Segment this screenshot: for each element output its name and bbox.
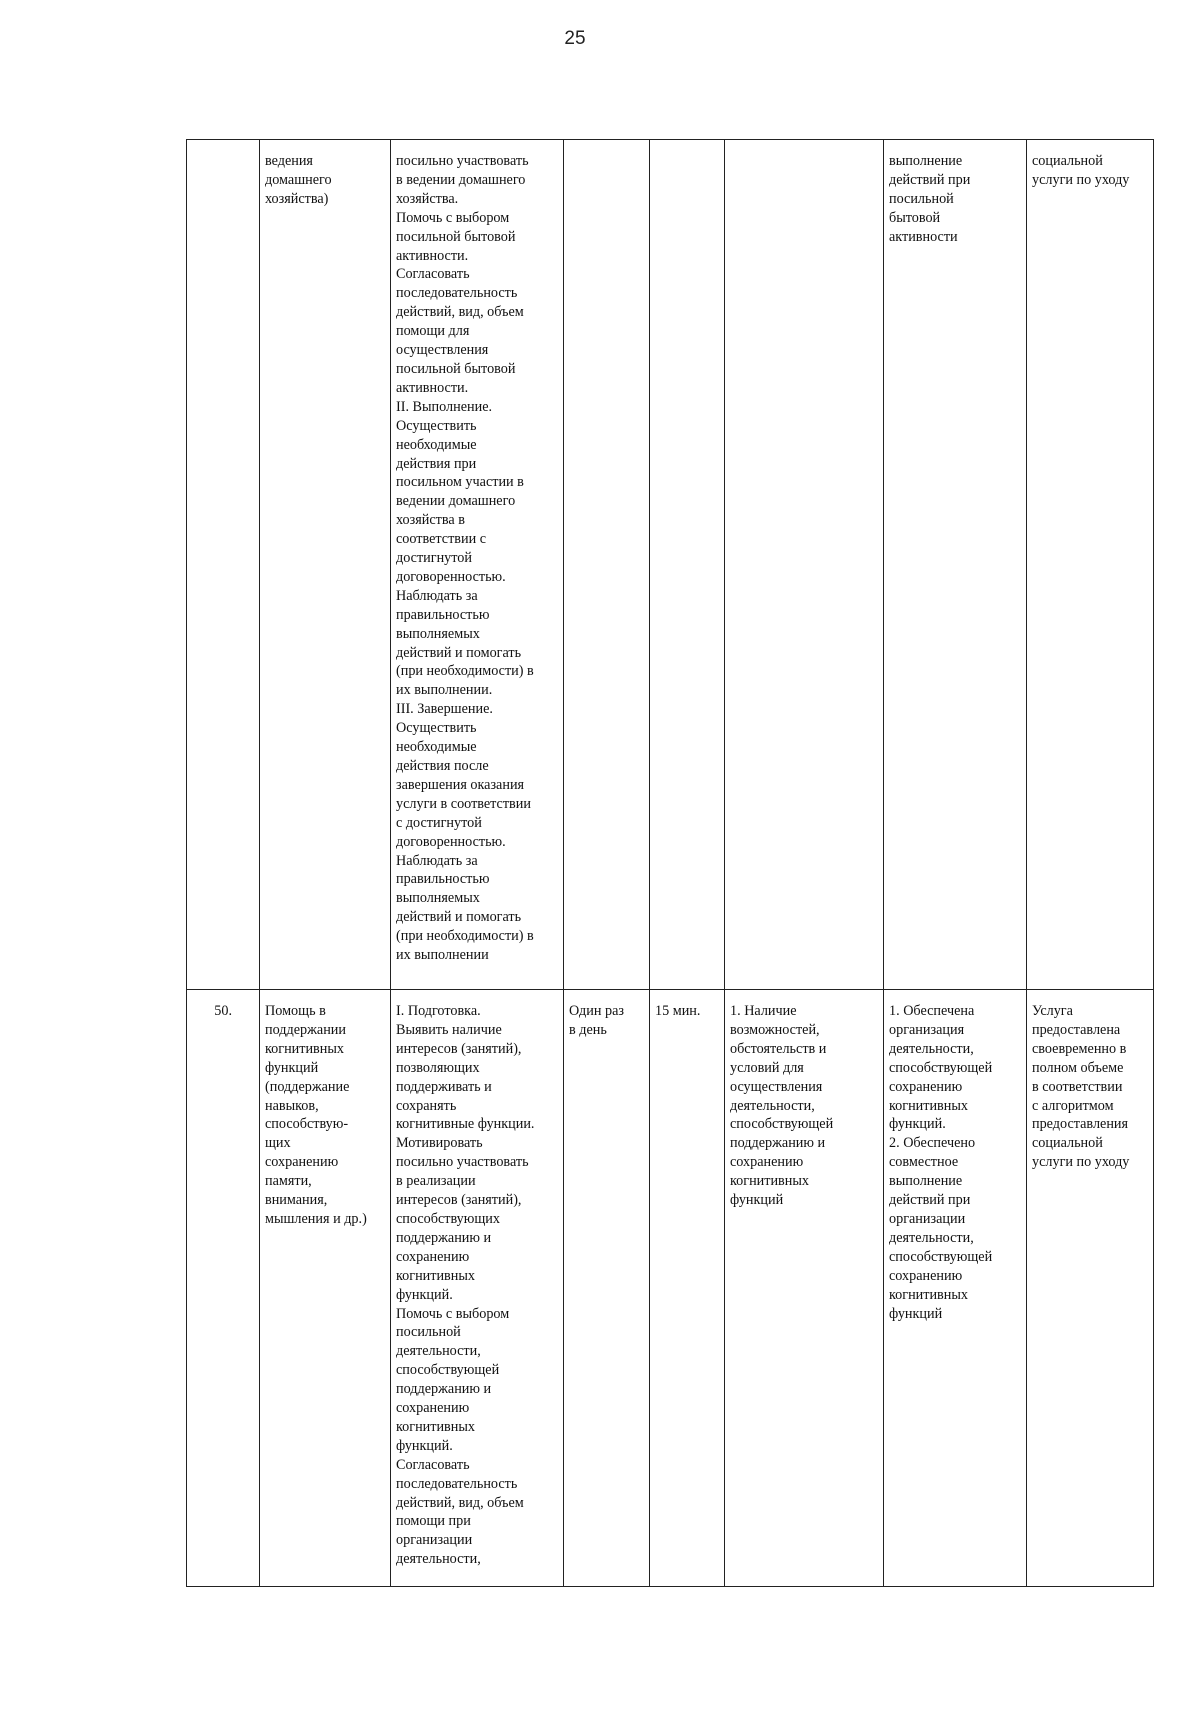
duration-cell (650, 140, 725, 990)
table-row (187, 140, 1154, 990)
conditions-cell (725, 140, 884, 990)
services-table (186, 139, 1154, 1587)
row-number-cell (187, 140, 260, 990)
duration-cell: 15 мин. (650, 990, 725, 1587)
service-description-cell: посильно участвовать в ведении домашнего хозяйства. Помочь с выбором посильной бытовой активности. Согласовать последовательность действий, вид, объем помощи для осуществления посильной бытовой активности. II. Выполнение. Осуществить необходимые действия при посильном участии в ведении домашнего хозяйства в соответствии с достигнутой договоренностью. Наблюдать за правильностью выполняемых действий и помогать (при необходимости) в их выполнении. III. Завершение. Осуществить необходимые действия после завершения оказания услуги в соответствии с достигнутой договоренностью. Наблюдать за правильностью выполняемых действий и помогать (при необходимости) в их выполнении (391, 140, 564, 990)
page-number: 25 (564, 28, 586, 49)
quality-cell: социальной услуги по уходу (1027, 140, 1154, 990)
quality-cell: Услуга предоставлена своевременно в полном объеме в соответствии с алгоритмом предоставления социальной услуги по уходу (1027, 990, 1154, 1587)
conditions-cell: 1. Наличие возможностей, обстоятельств и условий для осуществления деятельности, способствующей поддержанию и сохранению когнитивных функций (725, 990, 884, 1587)
service-description-cell: I. Подготовка. Выявить наличие интересов (занятий), позволяющих поддерживать и сохранять когнитивные функции. Мотивировать посильно участвовать в реализации интересов (занятий), способствующих поддержанию и сохранению когнитивных функций. Помочь с выбором посильной деятельности, способствующей поддержанию и сохранению когнитивных функций. Согласовать последовательность действий, вид, объем помощи при организации деятельности, (391, 990, 564, 1587)
service-name-cell: ведения домашнего хозяйства) (260, 140, 391, 990)
frequency-cell (564, 140, 650, 990)
frequency-cell: Один раз в день (564, 990, 650, 1587)
service-name-cell: Помощь в поддержании когнитивных функций (поддержание навыков, способствую- щих сохранению памяти, внимания, мышления и др.) (260, 990, 391, 1587)
table-row (187, 990, 1154, 1587)
results-cell: выполнение действий при посильной бытовой активности (884, 140, 1027, 990)
results-cell: 1. Обеспечена организация деятельности, способствующей сохранению когнитивных функций. 2. Обеспечено совместное выполнение действий при организации деятельности, способствующей сохранению когнитивных функций (884, 990, 1027, 1587)
row-number-cell: 50. (187, 990, 260, 1587)
